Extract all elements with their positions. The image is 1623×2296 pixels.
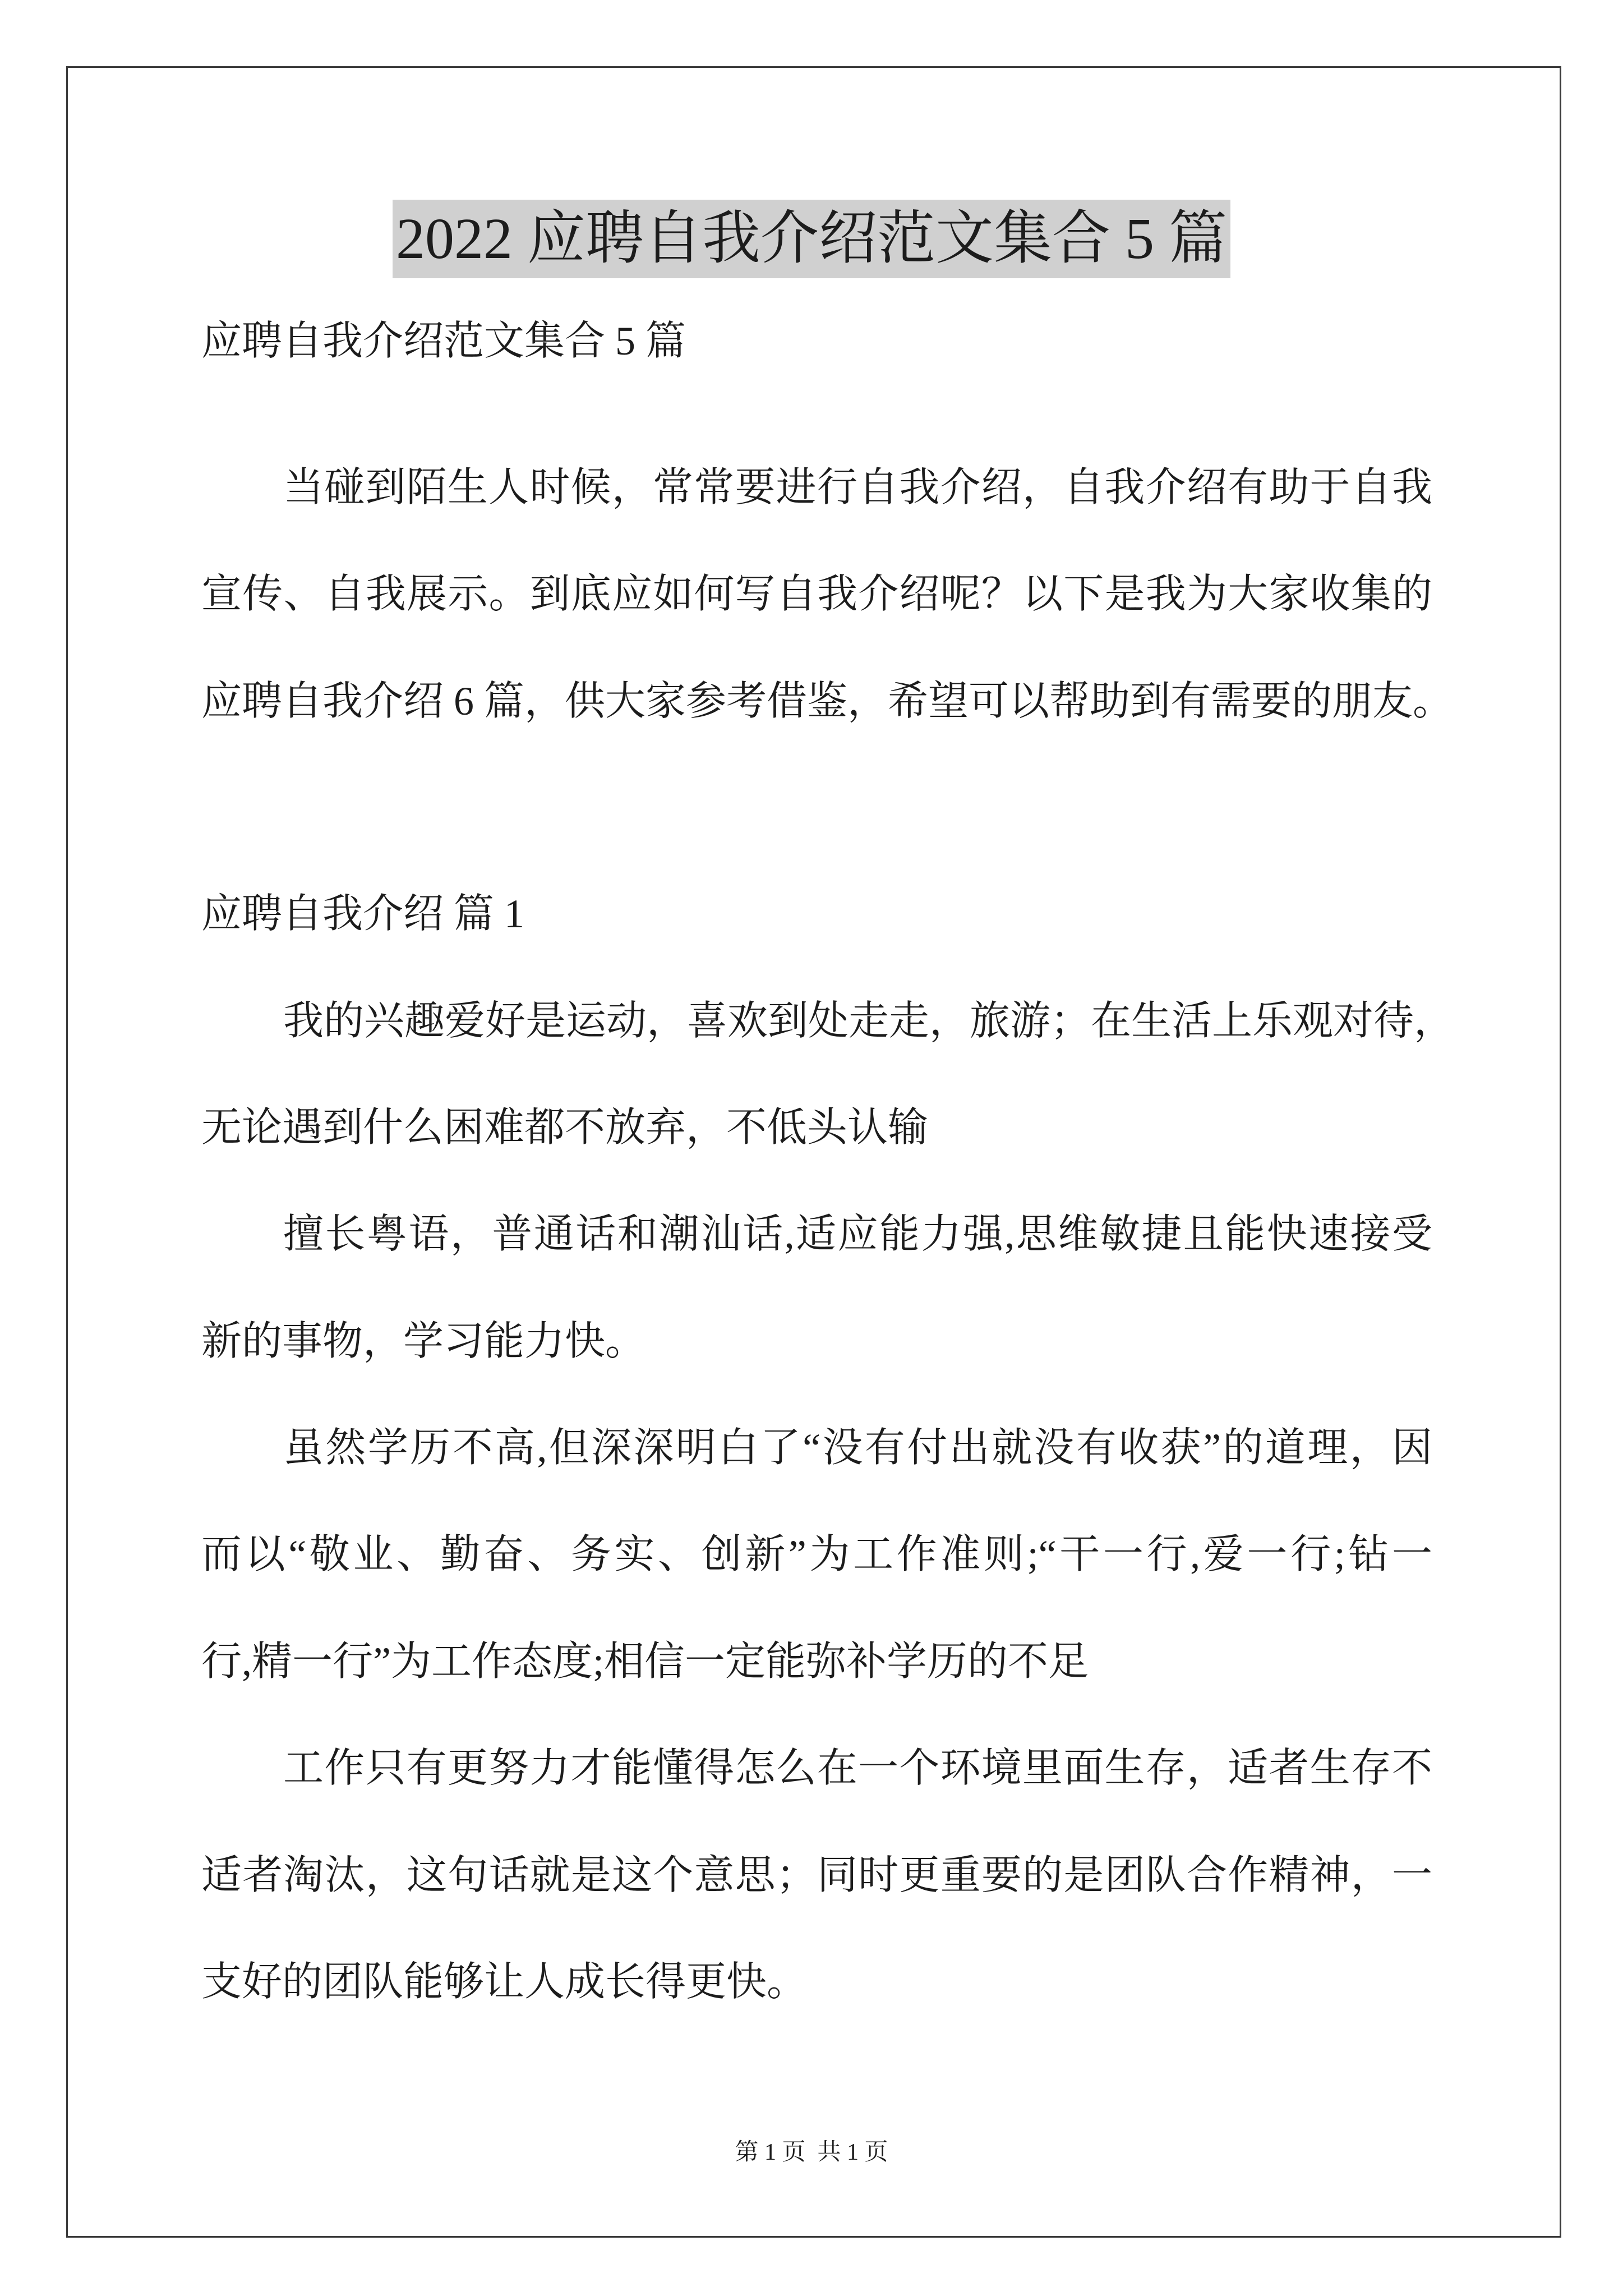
paragraph-line: 我的兴趣爱好是运动，喜欢到处走走，旅游；在生活上乐观对待， [283,999,1455,1043]
section-heading: 应聘自我介绍 篇 1 [201,891,525,936]
intro-paragraph-line: 宣传、自我展示。到底应如何写自我介绍呢？以下是我为大家收集的 [201,572,1432,616]
paragraph-line: 行,精一行”为工作态度;相信一定能弥补学历的不足 [201,1639,1089,1684]
paragraph-line: 无论遇到什么困难都不放弃，不低头认输 [201,1105,929,1150]
page-number-footer: 第 1 页 共 1 页 [735,2139,888,2165]
document-heading: 应聘自我介绍范文集合 5 篇 [201,319,686,364]
paragraph-line: 擅长粤语，普通话和潮汕话,适应能力强,思维敏捷且能快速接受 [283,1212,1432,1257]
paragraph-line: 而以“敬业、勤奋、务实、创新”为工作准则;“干一行,爱一行;钻一 [201,1532,1432,1577]
intro-paragraph-line: 应聘自我介绍 6 篇，供大家参考借鉴，希望可以帮助到有需要的朋友。 [201,679,1454,724]
document-title: 2022 应聘自我介绍范文集合 5 篇 [393,200,1230,278]
paragraph-line: 支好的团队能够让人成长得更快。 [201,1959,808,2004]
paragraph-line: 虽然学历不高,但深深明白了“没有付出就没有收获”的道理，因 [283,1425,1432,1470]
paragraph-line: 新的事物，学习能力快。 [201,1319,646,1364]
paragraph-line: 工作只有更努力才能懂得怎么在一个环境里面生存，适者生存不 [283,1746,1432,1791]
title-container [0,200,1623,278]
intro-paragraph-line: 当碰到陌生人时候，常常要进行自我介绍，自我介绍有助于自我 [283,465,1432,510]
paragraph-line: 适者淘汰，这句话就是这个意思；同时更重要的是团队合作精神，一 [201,1853,1432,1898]
